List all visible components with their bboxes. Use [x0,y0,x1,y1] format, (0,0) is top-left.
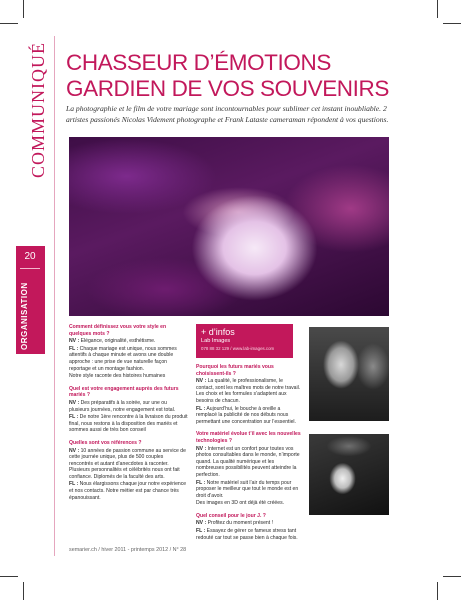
speaker: FL : [69,414,79,421]
answer [196,406,302,426]
crop-mark [437,0,438,18]
speaker: NV : [69,399,80,406]
answer-text: Nous élargissons chaque jour notre expérience et nos contacts. Notre métier est par chance très épanouissant. [69,481,187,501]
headline-line-2: GARDIEN DE VOS SOUVENIRS [66,76,389,101]
answer-text: Notre style raconte des histoires humaines [69,373,166,380]
answer-text: Elégance, originalité, esthétisme. [79,338,156,345]
question: Comment définissez vous votre style en quelques mots ? [69,324,167,337]
speaker: FL : [69,481,79,488]
info-box-company: Lab Images [201,338,231,344]
page-number: 20 [24,251,36,262]
answer [69,338,188,345]
speaker: NV : [196,520,207,527]
answer-text: Notre matériel suit l’air du temps pour proposer le meilleur que tout le monde est en droit d’avoir. [196,479,299,499]
crop-mark [437,582,438,600]
answer-text: 10 années de passion commune au service de cette journée unique, plus de 500 couples rencontrés et autant d’anecdotes à raconter. Plusieurs personnalités et célébrités nous ont fait confiance. Diplomés de la faculté des arts. [69,447,186,480]
crop-mark [443,23,461,24]
answer [69,448,188,481]
speaker: NV : [69,338,80,345]
margin-rule [54,36,55,556]
intro-paragraph: La photographie et le film de votre mariage sont incontournables pour sublimer cet instant inoubliable. 2 artistes passionés Nicolas Videment photographe et Frank Lataste cameraman répondent à vos questions. [66,104,389,124]
question: Pourquoi les futurs mariés vous choisissent-ils ? [196,364,274,377]
interview-column-middle [196,364,302,542]
photo-wedding-car [309,434,389,515]
answer [69,414,188,434]
photo-couple-portrait [309,327,389,421]
crop-mark [23,0,24,18]
answer-text: Internet est un confort pour toutes vos photos consultables dans le monde, n’importe quand. La qualité numérique et les nombreuses possibilités peuvent atteindre la perfection. [196,445,300,478]
answer-text: Profitez du moment présent ! [206,520,274,527]
question: Quel est votre engagement auprès des futurs mariés ? [69,385,179,399]
speaker: NV : [69,447,80,454]
crop-mark [443,576,461,577]
section-tab-label: ORGANISATION [20,282,29,350]
answer-text: Essayez de gérer ce fameux stress tant redouté car tout se passe bien à chaque fois. [196,528,298,541]
answer-text: Des images en 3D ont déjà été créées. [196,500,285,507]
question: Votre matériel évolue t’il avec les nouvelles technologies ? [196,431,301,444]
answer-text: La qualité, le professionalisme, le contact, sont les maîtres mots de notre travail. Les choix et les formules s’adaptent aux besoins de chacun. [196,378,301,404]
speaker: FL : [196,528,206,535]
interview-column-left [69,324,188,502]
speaker: NV : [196,378,207,385]
speaker: NV : [196,445,207,452]
answer [69,481,188,501]
answer [196,378,302,404]
answer-text: Chaque mariage est unique, nous sommes attentifs à chaque minute et avons une double approche : une prise de vue naturelle façon reportage et un montage fashion. [69,345,177,372]
headline-line-1: CHASSEUR D’ÉMOTIONS [66,50,331,75]
question: Quel conseil pour le jour J. ? [196,512,266,519]
answer [69,346,188,372]
answer-text: Aujourd’hui, le bouche à oreille a remplacé la publicité de nos débuts nous permettant une concentration sur l’essentiel. [196,405,296,425]
page-footer: semarier.ch / hiver 2011 - printemps 2012 / N° 28 [69,547,187,553]
crop-mark [23,582,24,600]
answer [196,520,302,527]
speaker: FL : [69,345,79,352]
section-word: COMMUNIQUÉ [28,42,48,178]
answer [69,400,188,413]
answer-text: Des préparatifs à la soirée, sur une ou plusieurs journées, notre engagement est total. [69,399,176,413]
answer [196,480,302,500]
tab-divider [20,268,40,269]
info-box-contact: 078 88 32 129 / www.lab-images.com [201,346,275,351]
hero-photo-bride-dancing [69,137,389,316]
crop-mark [0,576,18,577]
info-box-title: + d’infos [201,327,235,337]
crop-mark [0,23,18,24]
answer [196,500,302,507]
answer [196,446,302,479]
answer [69,373,188,380]
answer-text: De notre 1ère rencontre à la livraison du produit final, nous restons à la disposition des mariés et sommes aussi de très bon conseil [69,414,188,434]
answer [196,528,302,541]
speaker: FL : [196,479,206,486]
speaker: FL : [196,405,206,412]
question: Quelles sont vos références ? [69,439,142,446]
